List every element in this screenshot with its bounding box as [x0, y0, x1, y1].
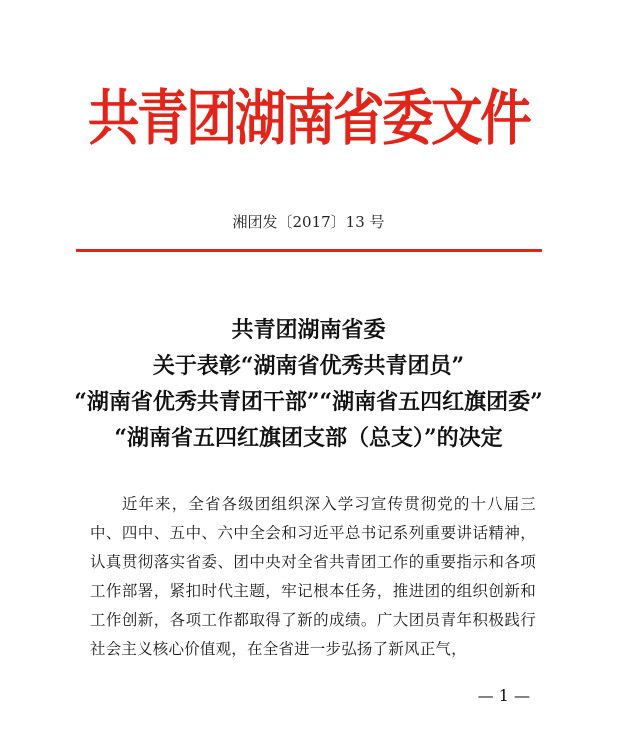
red-divider-line: [76, 249, 542, 252]
title-line-awards: “湖南省优秀共青团干部”“湖南省五四红旗团委”: [74, 389, 543, 415]
document-number: 湘团发〔2017〕13 号: [232, 213, 385, 231]
page-number: — 1 —: [477, 686, 530, 705]
title-line-decision: “湖南省五四红旗团支部（总支）”的决定: [114, 425, 503, 451]
document-masthead: 共青团湖南省委文件: [87, 84, 530, 154]
document-title: [0, 312, 617, 456]
title-line-issuer: 共青团湖南省委: [231, 317, 386, 343]
body-paragraph: [90, 490, 536, 664]
body-paragraph-text: 近年来，全省各级团组织深入学习宣传贯彻党的十八届三中、四中、五中、六中全会和习近平总书记系列重要讲话精神，认真贯彻落实省委、团中央对全省共青团工作的重要指示和各项工作部署，紧扣时代主题，牢记根本任务，推进团的组织创新和工作创新，各项工作都取得了新的成绩。广大团员青年积极践行社会主义核心价值观，在全省进一步弘扬了新风正气，: [90, 495, 536, 658]
title-line-subject: 关于表彰“湖南省优秀共青团员”: [152, 353, 465, 379]
